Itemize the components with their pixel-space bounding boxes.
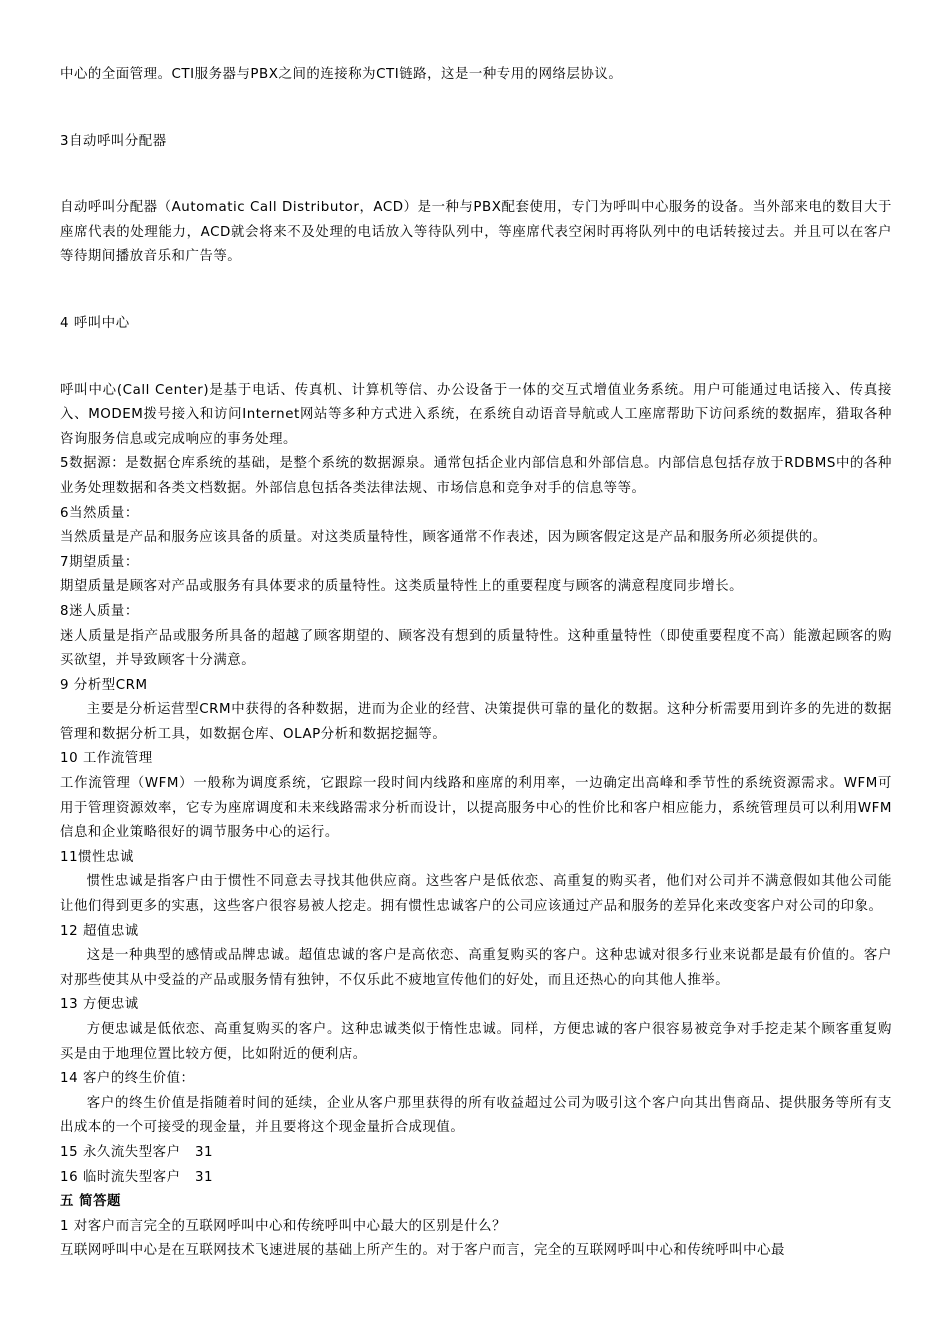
paragraph-lifetime-value: 客户的终生价值是指随着时间的延续，企业从客户那里获得的所有收益超过公司为吸引这个客户向其出售商品、提供服务等所有支出成本的一个可接受的现金量，并且要将这个现金量折合成现值。 [60,1095,892,1136]
heading-convenience-loyalty: 13 方便忠诚 [60,997,139,1013]
paragraph-acd: 自动呼叫分配器（Automatic Call Distributor，ACD）是一种与PBX配套使用，专门为呼叫中心服务的设备。当外部来电的数目大于座席代表的处理能力，ACD就会将来不及处理的电话放入等待队列中，等座席代表空闲时再将队列中的电话转接过去。并且可以在客户等待期间播放音乐和广告等。 [60,200,892,265]
heading-wfm: 10 工作流管理 [60,751,153,767]
item-permanent-churn: 15 永久流失型客户 31 [60,1144,214,1160]
heading-acd: 3自动呼叫分配器 [60,133,167,149]
question-1: 1 对客户而言完全的互联网呼叫中心和传统呼叫中心最大的区别是什么？ [60,1218,507,1234]
heading-analytical-crm: 9 分析型CRM [60,677,148,693]
paragraph-data-source: 5数据源：是数据仓库系统的基础，是整个系统的数据源泉。通常包括企业内部信息和外部信息。内部信息包括存放于RDBMS中的各种业务处理数据和各类文档数据。外部信息包括各类法律法规、市场信息和竞争对手的信息等等。 [60,456,892,496]
paragraph-delight-quality: 迷人质量是指产品或服务所具备的超越了顾客期望的、顾客没有想到的质量特性。这种重量特性（即使重要程度不高）能激起顾客的购买欲望，并导致顾客十分满意。 [60,628,892,669]
item-temporary-churn: 16 临时流失型客户 31 [60,1169,214,1185]
heading-call-center: 4 呼叫中心 [60,315,130,331]
heading-delight-quality: 8迷人质量： [60,603,139,619]
paragraph-expected-quality: 期望质量是顾客对产品或服务有具体要求的质量特性。这类质量特性上的重要程度与顾客的满意程度同步增长。 [60,579,744,595]
heading-basic-quality: 6当然质量： [60,505,139,521]
paragraph-inertia-loyalty: 惯性忠诚是指客户由于惯性不同意去寻找其他供应商。这些客户是低依恋、高重复的购买者，他们对公司并不满意假如其他公司能让他们得到更多的实惠，这些客户很容易被人挖走。拥有惯性忠诚客户的公司应该通过产品和服务的差异化来改变客户对公司的印象。 [60,874,892,915]
heading-premium-loyalty: 12 超值忠诚 [60,923,139,939]
paragraph-wfm: 工作流管理（WFM）一般称为调度系统，它跟踪一段时间内线路和座席的利用率，一边确定出高峰和季节性的系统资源需求。WFM可用于管理资源效率，它专为座席调度和未来线路需求分析而设计，以提高服务中心的性价比和客户相应能力，系统管理员可以利用WFM信息和企业策略很好的调节服务中心的运行。 [60,776,892,841]
paragraph-cti-link: 中心的全面管理。CTI服务器与PBX之间的连接称为CTI链路，这是一种专用的网络层协议。 [60,67,623,82]
heading-expected-quality: 7期望质量： [60,554,139,570]
paragraph-basic-quality: 当然质量是产品和服务应该具备的质量。对这类质量特性，顾客通常不作表述，因为顾客假定这是产品和服务所必须提供的。 [60,530,827,546]
paragraph-call-center: 呼叫中心(Call Center)是基于电话、传真机、计算机等信、办公设备于一体的交互式增值业务系统。用户可能通过电话接入、传真接入、MODEM拨号接入和访问Internet网站等多种方式进入系统，在系统自动语音导航或人工座席帮助下访问系统的数据库，猎取各种咨询服务信息或完成响应的事务处理。 [60,382,892,447]
answer-1: 互联网呼叫中心是在互联网技术飞速进展的基础上所产生的。对于客户而言，完全的互联网呼叫中心和传统呼叫中心最 [60,1243,785,1259]
heading-inertia-loyalty: 11惯性忠诚 [60,849,134,865]
paragraph-analytical-crm: 主要是分析运营型CRM中获得的各种数据，进而为企业的经营、决策提供可靠的量化的数据。这种分析需要用到许多的先进的数据管理和数据分析工具，如数据仓库、OLAP分析和数据挖掘等。 [60,702,892,742]
section-title-short-answer: 五 简答题 [60,1194,121,1210]
paragraph-convenience-loyalty: 方便忠诚是低依恋、高重复购买的客户。这种忠诚类似于惰性忠诚。同样，方便忠诚的客户很容易被竞争对手挖走某个顾客重复购买是由于地理位置比较方便，比如附近的便利店。 [60,1022,892,1062]
paragraph-premium-loyalty: 这是一种典型的感情或品牌忠诚。超值忠诚的客户是高依恋、高重复购买的客户。这种忠诚对很多行业来说都是最有价值的。客户对那些使其从中受益的产品或服务情有独钟，不仅乐此不疲地宣传他们的好处，而且还热心的向其他人推举。 [60,948,892,988]
heading-lifetime-value: 14 客户的终生价值： [60,1071,195,1087]
